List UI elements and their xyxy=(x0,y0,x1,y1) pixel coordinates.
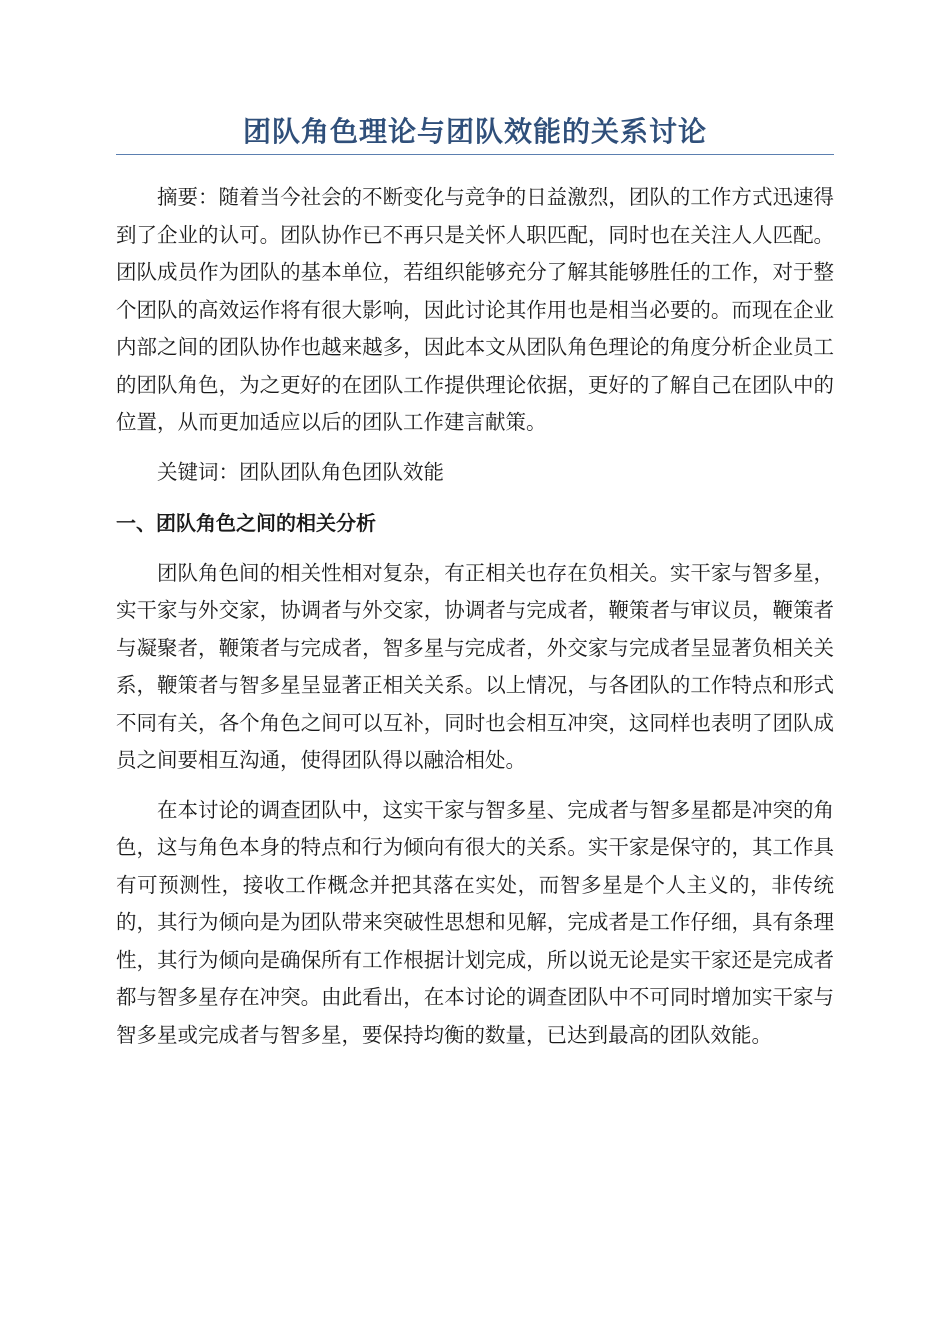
body-paragraph-2: 在本讨论的调查团队中，这实干家与智多星、完成者与智多星都是冲突的角色，这与角色本身的特点和行为倾向有很大的关系。实干家是保守的，其工作具有可预测性，接收工作概念并把其落在实处，而智多星是个人主义的，非传统的，其行为倾向是为团队带来突破性思想和见解，完成者是工作仔细，具有条理性，其行为倾向是确保所有工作根据计划完成，所以说无论是实干家还是完成者都与智多星存在冲突。由此看出，在本讨论的调查团队中不可同时增加实干家与智多星或完成者与智多星，要保持均衡的数量，已达到最高的团队效能。 xyxy=(116,797,834,1047)
body-paragraph-1: 团队角色间的相关性相对复杂，有正相关也存在负相关。实干家与智多星，实干家与外交家，协调者与外交家，协调者与完成者，鞭策者与审议员，鞭策者与凝聚者，鞭策者与完成者，智多星与完成者，外交家与完成者呈显著负相关关系，鞭策者与智多星呈显著正相关关系。以上情况，与各团队的工作特点和形式不同有关，各个角色之间可以互补，同时也会相互冲突，这同样也表明了团队成员之间要相互沟通，使得团队得以融洽相处。 xyxy=(116,560,834,772)
document-title: 团队角色理论与团队效能的关系讨论 xyxy=(116,112,834,155)
abstract-paragraph: 摘要：随着当今社会的不断变化与竞争的日益激烈，团队的工作方式迅速得到了企业的认可。团队协作已不再只是关怀人职匹配，同时也在关注人人匹配。团队成员作为团队的基本单位，若组织能够充分了解其能够胜任的工作，对于整个团队的高效运作将有很大影响，因此讨论其作用也是相当必要的。而现在企业内部之间的团队协作也越来越多，因此本文从团队角色理论的角度分析企业员工的团队角色，为之更好的在团队工作提供理论依据，更好的了解自己在团队中的位置，从而更加适应以后的团队工作建言献策。 xyxy=(116,185,834,434)
keywords-paragraph: 关键词：团队团队角色团队效能 xyxy=(157,459,444,484)
section-heading: 一、团队角色之间的相关分析 xyxy=(116,511,376,535)
document-page xyxy=(116,112,834,1054)
